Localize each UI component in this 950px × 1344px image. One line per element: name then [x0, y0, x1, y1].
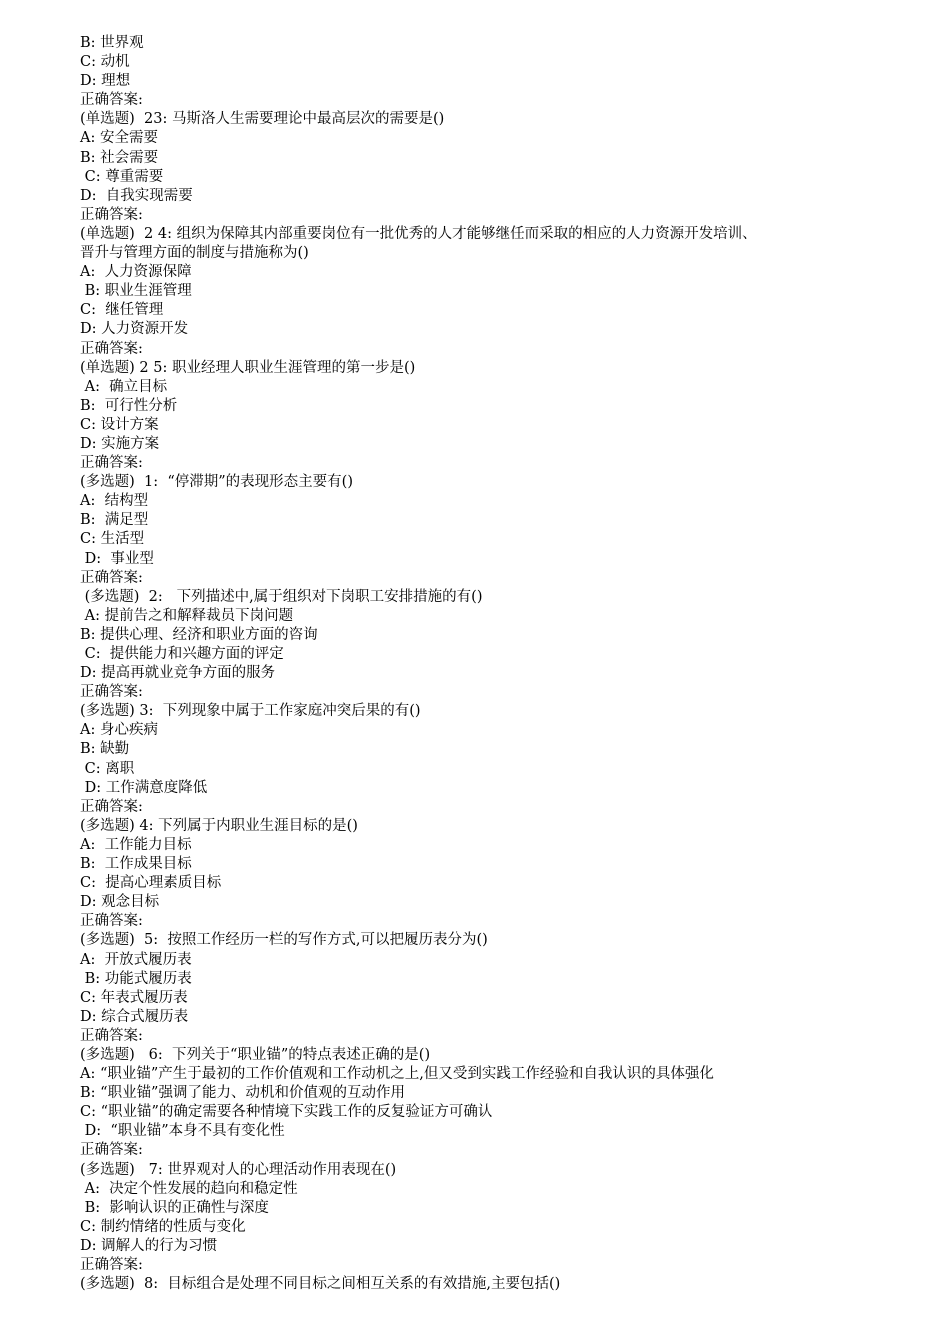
text-line: C: 设计方案	[80, 416, 159, 433]
text-line: 晋升与管理方面的制度与措施称为()	[80, 245, 309, 262]
text-line: B: 工作成果目标	[80, 856, 192, 873]
text-line: 正确答案:	[80, 1257, 143, 1273]
text-line: A: 人力资源保障	[80, 264, 192, 281]
text-line: (多选题) 5: 按照工作经历一栏的写作方式,可以把履历表分为()	[80, 932, 488, 949]
text-line: C: 年表式履历表	[80, 989, 188, 1006]
text-line: C: 尊重需要	[80, 168, 164, 185]
text-line: B: 缺勤	[80, 741, 130, 758]
text-line: (单选题) 2 4: 组织为保障其内部重要岗位有一批优秀的人才能够继任而采取的相应的人力资源开发培训、	[80, 225, 757, 242]
text-line: A: 身心疾病	[80, 722, 158, 739]
text-line: (多选题) 2: 下列描述中,属于组织对下岗职工安排措施的有()	[80, 588, 483, 605]
text-line: D: 综合式履历表	[80, 1008, 189, 1025]
text-line: C: 提供能力和兴趣方面的评定	[80, 646, 284, 662]
text-line: C: “职业锚”的确定需要各种情境下实践工作的反复验证方可确认	[80, 1104, 493, 1121]
text-line: B: 可行性分析	[80, 397, 178, 414]
text-line: B: “职业锚”强调了能力、动机和价值观的互动作用	[80, 1085, 405, 1102]
text-line: D: 理想	[80, 73, 131, 90]
text-line: D: 观念目标	[80, 894, 160, 911]
text-line: 正确答案:	[80, 1027, 143, 1044]
text-line: B: 影响认识的正确性与深度	[80, 1199, 269, 1216]
text-line: (多选题) 3: 下列现象中属于工作家庭冲突后果的有()	[80, 703, 421, 720]
text-line: A: “职业锚”产生于最初的工作价值观和工作动机之上,但又受到实践工作经验和自我认识的具体强化	[80, 1066, 714, 1083]
text-line: B: 世界观	[80, 35, 144, 51]
text-line: 正确答案:	[80, 798, 143, 815]
text-line: A: 工作能力目标	[80, 836, 192, 853]
text-line: 正确答案:	[80, 1142, 143, 1159]
text-line: (多选题) 7: 世界观对人的心理活动作用表现在()	[80, 1161, 397, 1178]
text-line: C: 动机	[80, 54, 130, 71]
document-body	[80, 34, 910, 1294]
text-line: 正确答案:	[80, 92, 143, 109]
text-line: (单选题) 2 5: 职业经理人职业生涯管理的第一步是()	[80, 359, 416, 376]
text-line: B: 职业生涯管理	[80, 283, 192, 300]
text-line: D: 提高再就业竞争方面的服务	[80, 665, 276, 682]
text-line: D: 工作满意度降低	[80, 779, 208, 796]
text-line: B: 满足型	[80, 512, 149, 529]
text-line: A: 决定个性发展的趋向和稳定性	[80, 1180, 298, 1197]
text-line: (多选题) 4: 下列属于内职业生涯目标的是()	[80, 817, 358, 834]
text-line: D: “职业锚”本身不具有变化性	[80, 1123, 285, 1140]
text-line: 正确答案:	[80, 455, 143, 472]
text-line: 正确答案:	[80, 569, 143, 586]
text-line: C: 离职	[80, 760, 135, 777]
text-line: A: 开放式履历表	[80, 951, 192, 968]
text-line: 正确答案:	[80, 340, 143, 357]
text-line: D: 调解人的行为习惯	[80, 1237, 218, 1254]
text-line: 正确答案:	[80, 206, 143, 223]
text-line: A: 提前告之和解释裁员下岗问题	[80, 607, 294, 624]
text-line: A: 结构型	[80, 493, 149, 510]
text-line: A: 确立目标	[80, 378, 168, 395]
text-line: (单选题) 23: 马斯洛人生需要理论中最高层次的需要是()	[80, 111, 445, 128]
text-line: B: 功能式履历表	[80, 970, 192, 987]
text-line: D: 人力资源开发	[80, 321, 189, 338]
text-line: D: 自我实现需要	[80, 187, 193, 204]
text-line: A: 安全需要	[80, 130, 158, 147]
text-line: B: 社会需要	[80, 149, 159, 166]
text-line: C: 提高心理素质目标	[80, 875, 222, 892]
text-line: C: 制约情绪的性质与变化	[80, 1218, 246, 1235]
text-line: (多选题) 8: 目标组合是处理不同目标之间相互关系的有效措施,主要包括()	[80, 1276, 561, 1293]
text-line: 正确答案:	[80, 913, 143, 930]
text-line: (多选题) 1: “停滞期”的表现形态主要有()	[80, 474, 353, 491]
text-line: D: 实施方案	[80, 435, 160, 452]
text-line: B: 提供心理、经济和职业方面的咨询	[80, 626, 318, 643]
text-line: D: 事业型	[80, 550, 154, 567]
text-line: C: 生活型	[80, 531, 145, 548]
text-line: 正确答案:	[80, 684, 143, 701]
text-line: (多选题) 6: 下列关于“职业锚”的特点表述正确的是()	[80, 1046, 431, 1063]
text-line: C: 继任管理	[80, 302, 164, 319]
